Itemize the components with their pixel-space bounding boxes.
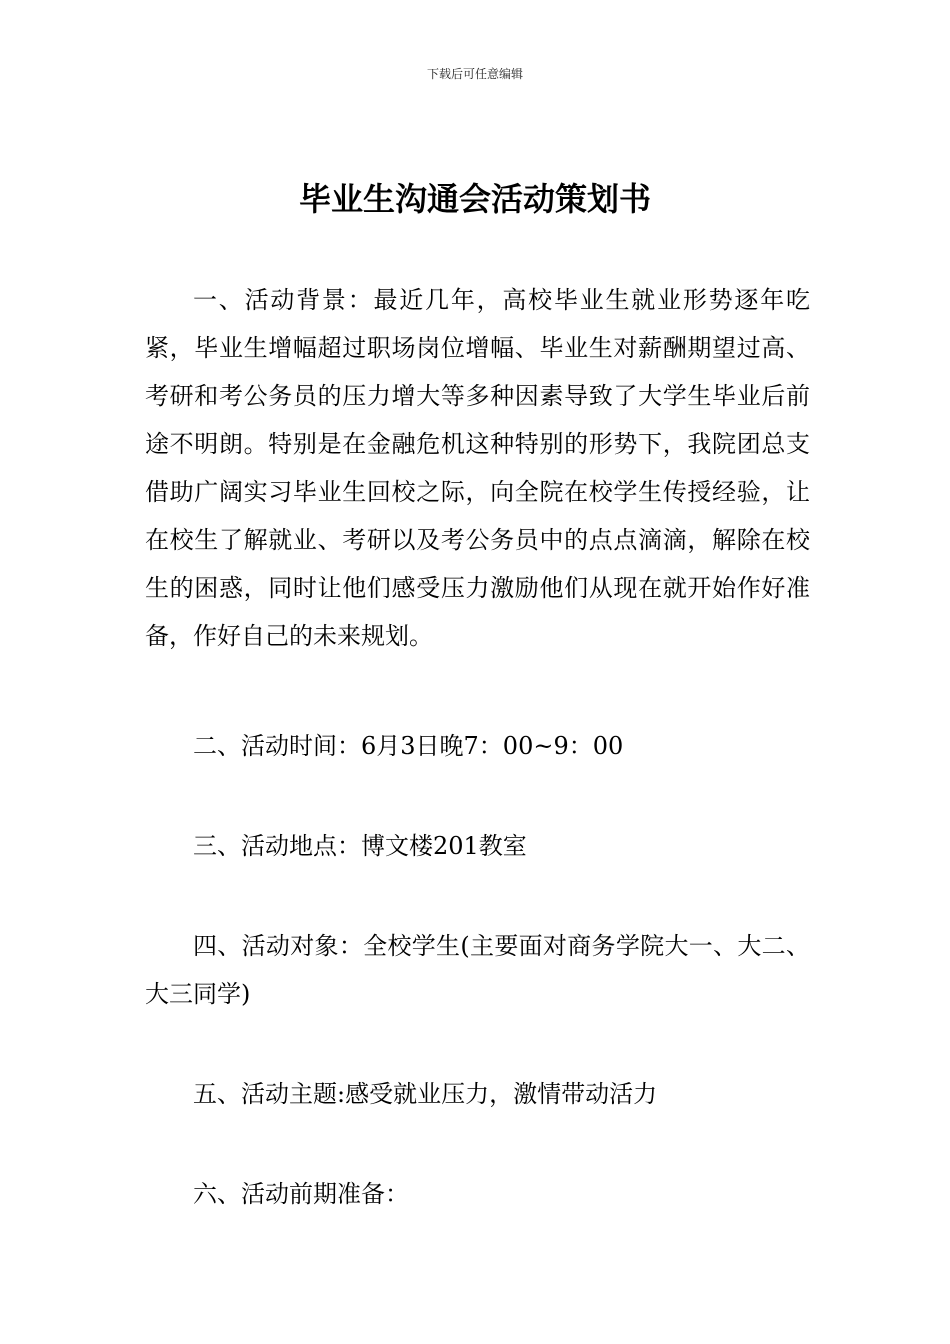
section-time: 二、活动时间：6月3日晚7：00~9：00 — [193, 732, 624, 760]
header-note: 下载后可任意编辑 — [426, 67, 523, 81]
section-preparation: 六、活动前期准备： — [193, 1180, 409, 1208]
document-title: 毕业生沟通会活动策划书 — [298, 180, 651, 218]
section-place: 三、活动地点：博文楼201教室 — [193, 832, 527, 860]
section-target: 四、活动对象：全校学生(主要面对商务学院大一、大二、大三同学) — [145, 932, 810, 1008]
section-theme: 五、活动主题:感受就业压力，激情带动活力 — [193, 1080, 658, 1108]
section-background: 一、活动背景：最近几年，高校毕业生就业形势逐年吃紧，毕业生增幅超过职场岗位增幅、毕业生对薪酬期望过高、考研和考公务员的压力增大等多种因素导致了大学生毕业后前途不明朗。特别是在金融危机这种特别的形势下，我院团总支借助广阔实习毕业生回校之际，向全院在校学生传授经验，让在校生了解就业、考研以及考公务员中的点点滴滴，解除在校生的困惑，同时让他们感受压力激励他们从现在就开始作好准备，作好自己的未来规划。 — [145, 286, 810, 650]
